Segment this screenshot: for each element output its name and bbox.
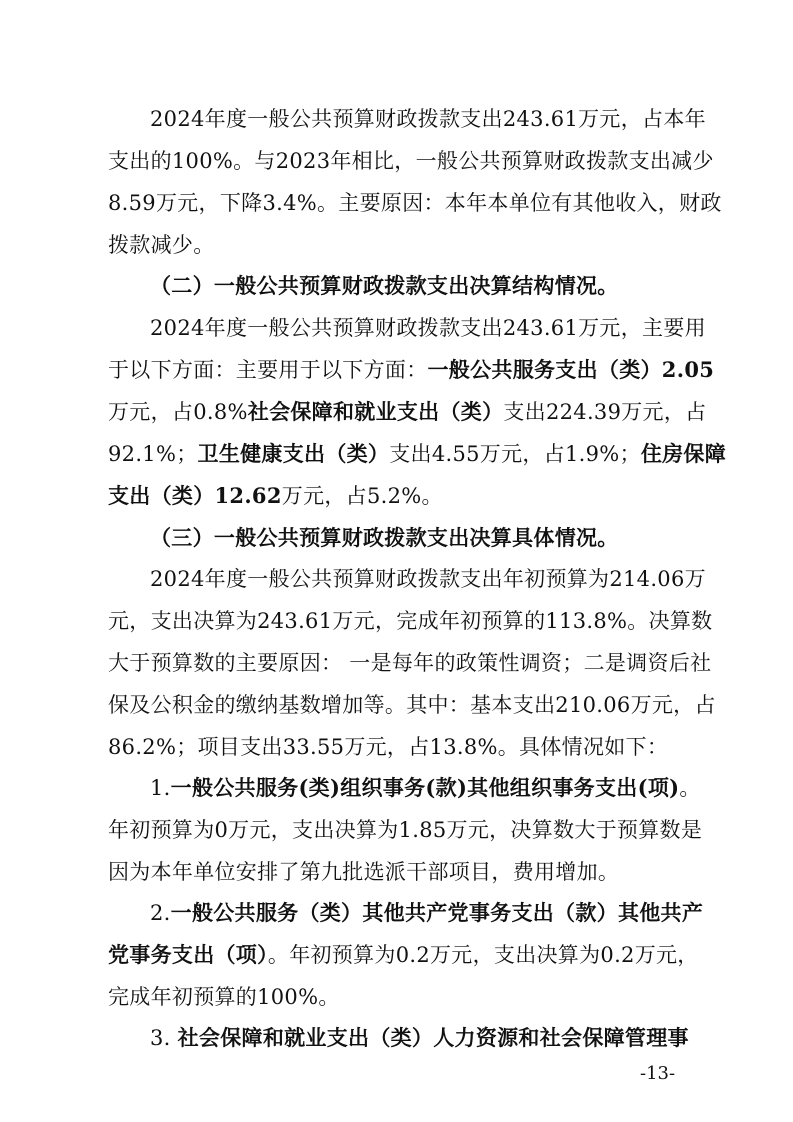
list-number: 1. — [150, 776, 171, 800]
paragraph-line — [108, 481, 692, 511]
paragraph-line: 拨款减少。 — [108, 233, 215, 257]
text-run: 92.1%； — [108, 442, 198, 466]
paragraph-line: 因为本年单位安排了第九批选派干部项目，费用增加。 — [108, 860, 620, 884]
paragraph-line: 86.2%；项目支出33.55万元，占13.8%。具体情况如下： — [108, 735, 669, 759]
bold-text-run: 卫生健康支出（类） — [197, 441, 390, 466]
paragraph-line: 大于预算数的主要原因： 一是每年的政策性调资；二是调资后社 — [108, 651, 712, 675]
list-item-heading — [150, 1023, 692, 1053]
text-run: 。 — [679, 776, 701, 800]
text-run: 于以下方面：主要用于以下方面： — [108, 358, 428, 382]
bold-text-run: 住房保障 — [640, 441, 727, 466]
bold-text-run: 社会保障和就业支出（类）人力资源和社会保障管理事 — [177, 1025, 689, 1050]
list-item-heading — [150, 898, 704, 928]
list-number: 2. — [150, 901, 171, 925]
text-run: 万元，占5.2%。 — [281, 484, 443, 508]
paragraph-line — [108, 355, 715, 385]
list-item-heading — [150, 773, 701, 803]
bold-text-run: 一般公共服务（类）其他共产党事务支出（款）其他共产 — [170, 900, 704, 925]
bold-text-run: 党事务支出（项） — [108, 942, 268, 967]
paragraph-line: 元，支出决算为243.61万元，完成年初预算的113.8%。决算数 — [108, 609, 713, 633]
paragraph-line: 2024年度一般公共预算财政拨款支出243.61万元，主要用 — [150, 316, 706, 340]
text-run: 万元，占0.8% — [108, 400, 248, 424]
list-number: 3. — [150, 1026, 171, 1050]
text-run: 。年初预算为0.2万元，支出决算为0.2万元， — [267, 943, 699, 967]
bold-text-run: 一般公共服务支出（类）2.05 — [427, 357, 715, 382]
paragraph-line: 支出的100%。与2023年相比，一般公共预算财政拨款支出减少 — [108, 149, 714, 173]
paragraph-line — [108, 439, 727, 469]
paragraph-line: 保及公积金的缴纳基数增加等。其中：基本支出210.06万元，占 — [108, 693, 716, 717]
section-heading: （三）一般公共预算财政拨款支出决算具体情况。 — [150, 525, 619, 550]
paragraph-line: 年初预算为0万元，支出决算为1.85万元，决算数大于预算数是 — [108, 818, 703, 842]
paragraph-line: 2024年度一般公共预算财政拨款支出243.61万元，占本年 — [150, 107, 706, 131]
paragraph-line: 8.59万元，下降3.4%。主要原因：本年本单位有其他收入，财政 — [108, 191, 722, 215]
paragraph-line: 2024年度一般公共预算财政拨款支出年初预算为214.06万 — [150, 567, 706, 591]
bold-text-run: 社会保障和就业支出（类） — [247, 399, 504, 424]
text-run: 支出4.55万元，占1.9%； — [389, 442, 641, 466]
bold-text-run: 支出（类）12.62 — [108, 483, 282, 508]
paragraph-line — [108, 397, 707, 427]
section-heading: （二）一般公共预算财政拨款支出决算结构情况。 — [150, 273, 619, 298]
paragraph-line — [108, 940, 699, 970]
paragraph-line: 完成年初预算的100%。 — [108, 985, 340, 1009]
bold-text-run: 一般公共服务(类)组织事务(款)其他组织事务支出(项) — [170, 775, 680, 800]
page-number: -13- — [640, 1063, 676, 1084]
text-run: 支出224.39万元，占 — [503, 400, 707, 424]
